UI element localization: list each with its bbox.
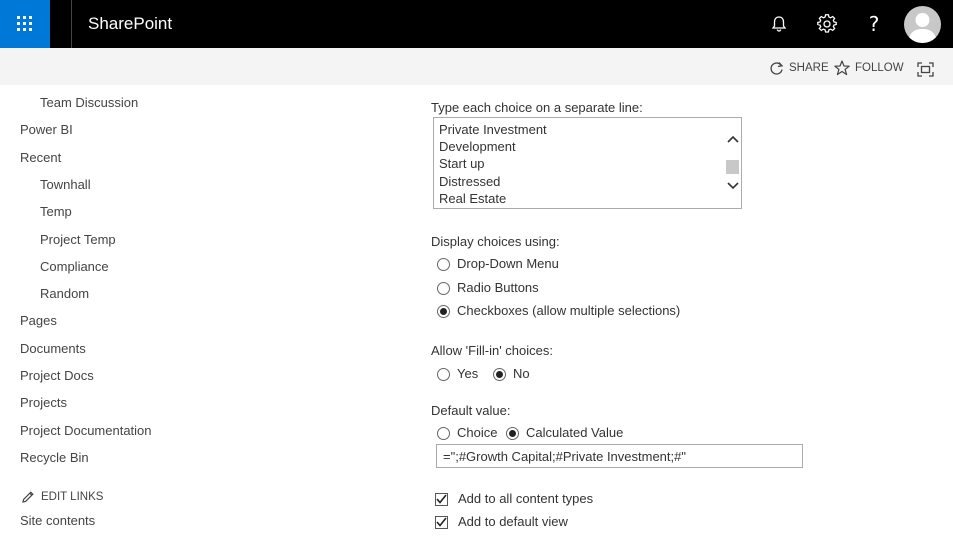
radio-label: No — [513, 366, 530, 381]
app-launcher-icon — [17, 16, 33, 32]
nav-item-documents[interactable]: Documents — [20, 341, 86, 356]
radio-label: Radio Buttons — [457, 280, 539, 295]
edit-links-button[interactable] — [21, 490, 103, 504]
checkbox[interactable] — [435, 493, 448, 506]
radio-drop-down-menu[interactable] — [437, 256, 559, 272]
nav-item-random[interactable]: Random — [40, 286, 90, 301]
radio-button-selected[interactable] — [437, 305, 450, 318]
share-button[interactable] — [769, 60, 829, 76]
radio-button-selected[interactable] — [493, 368, 506, 381]
share-icon — [769, 61, 789, 76]
help-button[interactable] — [862, 12, 886, 36]
radio-label: Choice — [457, 425, 498, 440]
choices-scrollbar[interactable] — [725, 118, 741, 208]
pencil-icon — [21, 490, 41, 504]
follow-label: FOLLOW — [855, 62, 904, 74]
choice-line: Private Investment — [439, 122, 547, 137]
focus-mode-button[interactable] — [917, 61, 939, 77]
brand-title[interactable]: SharePoint — [88, 14, 173, 33]
nav-item-site-contents[interactable]: Site contents — [20, 513, 96, 528]
radio-button[interactable] — [437, 258, 450, 271]
radio-button[interactable] — [437, 368, 450, 381]
checkbox-label: Add to all content types — [458, 491, 594, 506]
choice-line: Development — [439, 139, 516, 154]
radio-button[interactable] — [437, 282, 450, 295]
choice-line: Distressed — [439, 174, 501, 189]
radio-button-selected[interactable] — [506, 427, 519, 440]
settings-button[interactable] — [815, 12, 839, 36]
checkbox-add-default-view[interactable] — [435, 514, 568, 530]
radio-label: Calculated Value — [526, 425, 624, 440]
choice-line: Real Estate — [439, 191, 507, 206]
radio-label: Checkboxes (allow multiple selections) — [457, 303, 681, 318]
bell-icon — [770, 15, 788, 33]
gear-icon — [817, 14, 837, 34]
radio-fill-in-no[interactable] — [493, 366, 530, 382]
radio-label: Yes — [457, 366, 479, 381]
notifications-button[interactable] — [767, 12, 791, 36]
nav-item-pages[interactable]: Pages — [20, 313, 57, 328]
nav-item-recycle-bin[interactable]: Recycle Bin — [20, 450, 89, 465]
app-launcher-button[interactable] — [0, 0, 50, 48]
suite-bar — [0, 0, 953, 48]
checkbox-add-all-content-types[interactable] — [435, 491, 593, 507]
default-value-label: Default value: — [431, 403, 511, 418]
nav-item-recent[interactable]: Recent — [20, 150, 62, 165]
radio-button[interactable] — [437, 427, 450, 440]
share-label: SHARE — [789, 62, 829, 74]
radio-checkboxes[interactable] — [437, 303, 680, 319]
nav-item-projects[interactable]: Projects — [20, 395, 67, 410]
scrollbar-thumb[interactable] — [726, 160, 739, 174]
avatar[interactable] — [904, 6, 941, 43]
nav-item-power-bi[interactable]: Power BI — [20, 122, 73, 137]
nav-item-team-discussion[interactable]: Team Discussion — [40, 95, 139, 110]
star-icon — [834, 60, 855, 76]
nav-item-project-documentation[interactable]: Project Documentation — [20, 423, 152, 438]
choices-textarea[interactable] — [433, 117, 742, 209]
radio-default-calculated[interactable] — [506, 425, 623, 441]
follow-button[interactable] — [834, 60, 904, 76]
radio-radio-buttons[interactable] — [437, 280, 539, 296]
calculated-value-input[interactable] — [436, 444, 803, 468]
choices-label: Type each choice on a separate line: — [431, 100, 643, 115]
radio-fill-in-yes[interactable] — [437, 366, 478, 382]
radio-default-choice[interactable] — [437, 425, 497, 441]
choice-line: Start up — [439, 156, 485, 171]
nav-item-compliance[interactable]: Compliance — [40, 259, 109, 274]
focus-mode-icon — [917, 62, 939, 77]
chevron-up-icon[interactable] — [726, 132, 740, 146]
help-icon: ? — [868, 12, 880, 36]
chevron-down-icon[interactable] — [726, 179, 740, 193]
radio-label: Drop-Down Menu — [457, 256, 559, 271]
nav-item-townhall[interactable]: Townhall — [40, 177, 91, 192]
edit-links-label: EDIT LINKS — [41, 491, 104, 503]
action-bar — [0, 48, 953, 85]
nav-item-temp[interactable]: Temp — [40, 204, 72, 219]
display-choices-label: Display choices using: — [431, 234, 560, 249]
suite-bar-divider — [71, 0, 72, 48]
checkbox-label: Add to default view — [458, 514, 568, 529]
fill-in-label: Allow 'Fill-in' choices: — [431, 343, 553, 358]
checkbox[interactable] — [435, 516, 448, 529]
nav-item-project-temp[interactable]: Project Temp — [40, 232, 116, 247]
nav-item-project-docs[interactable]: Project Docs — [20, 368, 94, 383]
